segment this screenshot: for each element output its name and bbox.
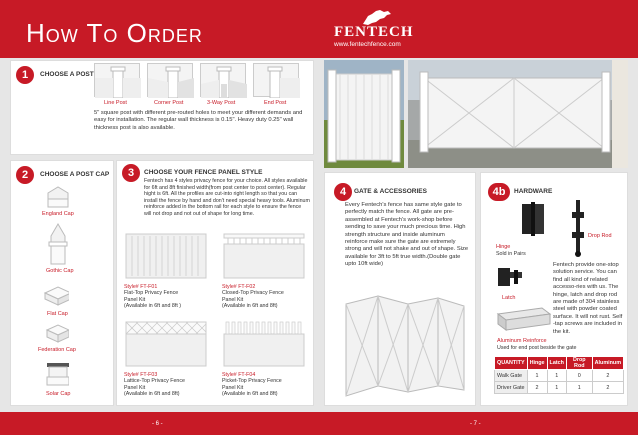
page-footer (0, 412, 638, 435)
table-row (495, 370, 624, 382)
style-avail: (Available in 6ft and 8ft) (124, 391, 180, 398)
section-number: 3 (122, 164, 140, 182)
table-header: Aluminum (592, 357, 623, 370)
table-cell: 1 (527, 370, 547, 382)
cap-label: Flat Cap (47, 311, 68, 317)
post-description: 5" square post with different pre-routed holes to meet your different demands and easy for installation. The regular wall thickness is 0.15". Heavy duty 0.25" wall thickness post is also available. (94, 110, 303, 131)
table-cell: 1 (566, 382, 592, 394)
latch-image (494, 262, 526, 292)
fence-f03-caption (124, 372, 212, 398)
hinge-sub: Sold in Pairs (496, 251, 526, 257)
drop-rod-image (566, 198, 590, 258)
three-way-post-image (200, 63, 246, 97)
gothic-cap-image (45, 222, 71, 266)
solar-cap-image (43, 361, 69, 387)
style-avail: (Available in 6ft and 8ft) (222, 391, 278, 398)
section-number: 2 (16, 166, 34, 184)
fence-f04-caption (222, 372, 310, 398)
style-kit: Panel Kit (222, 384, 244, 391)
logo-url: www.fentechfence.com (334, 41, 401, 48)
section-title: CHOOSE A POST CAP (40, 171, 110, 178)
section-title: HARDWARE (514, 188, 553, 195)
drop-rod-label: Drop Rod (588, 233, 612, 239)
aluminum-sub: Used for end post beside the gate (497, 345, 577, 351)
section-number: 4 (334, 183, 352, 201)
logo-name: FENTECH (334, 24, 414, 40)
fentech-logo (330, 8, 420, 52)
style-name: Lattice-Top Privacy Fence (124, 378, 185, 385)
corner-post-image (147, 63, 193, 97)
fence-f02-image (222, 232, 306, 280)
end-post-image (253, 63, 299, 97)
gate-description: Every Fentech's fence has same style gate to perfectly match the fence. All gate are pre-assembled at Fentech's work-shop before sending to save your much precious time. High strength structure and inside aluminum reinforce make sure the gate are extremely strong and will not shake and out of shape. Size available for 3ft to 5ft true width.(Double gate upto 10ft wide) (345, 202, 469, 268)
aluminum-label: Aluminum Reinforce (497, 338, 547, 344)
table-header: Latch (547, 357, 566, 370)
page-number-right: - 7 - (470, 421, 481, 427)
post-label: End Post (264, 100, 287, 106)
cap-label: Federation Cap (38, 347, 76, 353)
table-cell: Driver Gate (495, 382, 528, 394)
section-number: 1 (16, 66, 34, 84)
page-number-left: - 6 - (152, 421, 163, 427)
section-title: CHOOSE YOUR FENCE PANEL STYLE (144, 169, 263, 176)
style-avail: (Available in 6ft and 8ft ) (124, 303, 182, 310)
fence-f01-image (124, 232, 208, 280)
style-kit: Panel Kit (124, 296, 146, 303)
table-cell: 2 (592, 382, 623, 394)
flat-cap-image (43, 285, 69, 307)
hinge-label: Hinge (496, 244, 511, 250)
post-label: Line Post (104, 100, 127, 106)
section-title: GATE & ACCESSORIES (354, 188, 427, 195)
table-row (495, 382, 624, 394)
style-kit: Panel Kit (222, 296, 244, 303)
table-header: Hinge (527, 357, 547, 370)
cap-label: Gothic Cap (46, 268, 74, 274)
line-post-image (94, 63, 140, 97)
style-code: Style# FT-F03 (124, 372, 158, 378)
table-cell: 2 (527, 382, 547, 394)
hardware-description: Fentech provide one-stop solution service. You can find all kind of related accesso-ries with us. The hinge, latch and drop rod are made of 304 stainless steel with powder coated surface. It will not rust. Self -tap screws are included in the kit. (553, 262, 623, 335)
aluminum-reinforce-image (496, 304, 552, 334)
hinge-image (518, 200, 550, 240)
table-cell: 0 (566, 370, 592, 382)
style-name: Picket-Top Privacy Fence (222, 378, 282, 385)
table-cell: Walk Gate (495, 370, 528, 382)
cap-label: England Cap (42, 211, 74, 217)
fence-f02-caption (222, 284, 310, 310)
table-cell: 1 (547, 382, 566, 394)
table-cell: 2 (592, 370, 623, 382)
style-name: Flat-Top Privacy Fence (124, 290, 179, 297)
table-header: QUANTITY (495, 357, 528, 370)
quantity-table (494, 356, 624, 394)
federation-cap-image (43, 322, 69, 344)
style-code: Style# FT-F04 (222, 372, 256, 378)
fence-f03-image (124, 320, 208, 368)
fence-style-description: Fentech has 4 styles privacy fence for your choice. All styles available for 6ft and 8ft finished width(from post center to post center). Regular hight is 6ft. All the profiles are cut-into right length so that you can install the fence by hand and don't need special heavy tools. Aluminum reinforce added in the bottom rail for each style to ensure the fence will not drop and not out of shape for long time. (144, 178, 310, 217)
table-cell: 1 (547, 370, 566, 382)
section-number: 4b (488, 183, 510, 201)
style-code: Style# FT-F02 (222, 284, 256, 290)
style-code: Style# FT-F01 (124, 284, 158, 290)
style-kit: Panel Kit (124, 384, 146, 391)
fence-f01-caption (124, 284, 212, 310)
page-title: How To Order (26, 18, 203, 48)
england-cap-image (45, 183, 71, 209)
cap-label: Solar Cap (46, 391, 71, 397)
latch-label: Latch (502, 295, 516, 301)
style-avail: (Available in 6ft and 8ft) (222, 303, 278, 310)
gate-panels-image (338, 286, 470, 402)
page-header (0, 0, 638, 58)
fence-f04-image (222, 320, 306, 368)
table-header: Drop Rod (566, 357, 592, 370)
section-title: CHOOSE A POST (40, 71, 94, 78)
style-name: Closed-Top Privacy Fence (222, 290, 284, 297)
post-label: 3-Way Post (207, 100, 236, 106)
gate-photos (324, 60, 628, 168)
post-label: Corner Post (154, 100, 184, 106)
